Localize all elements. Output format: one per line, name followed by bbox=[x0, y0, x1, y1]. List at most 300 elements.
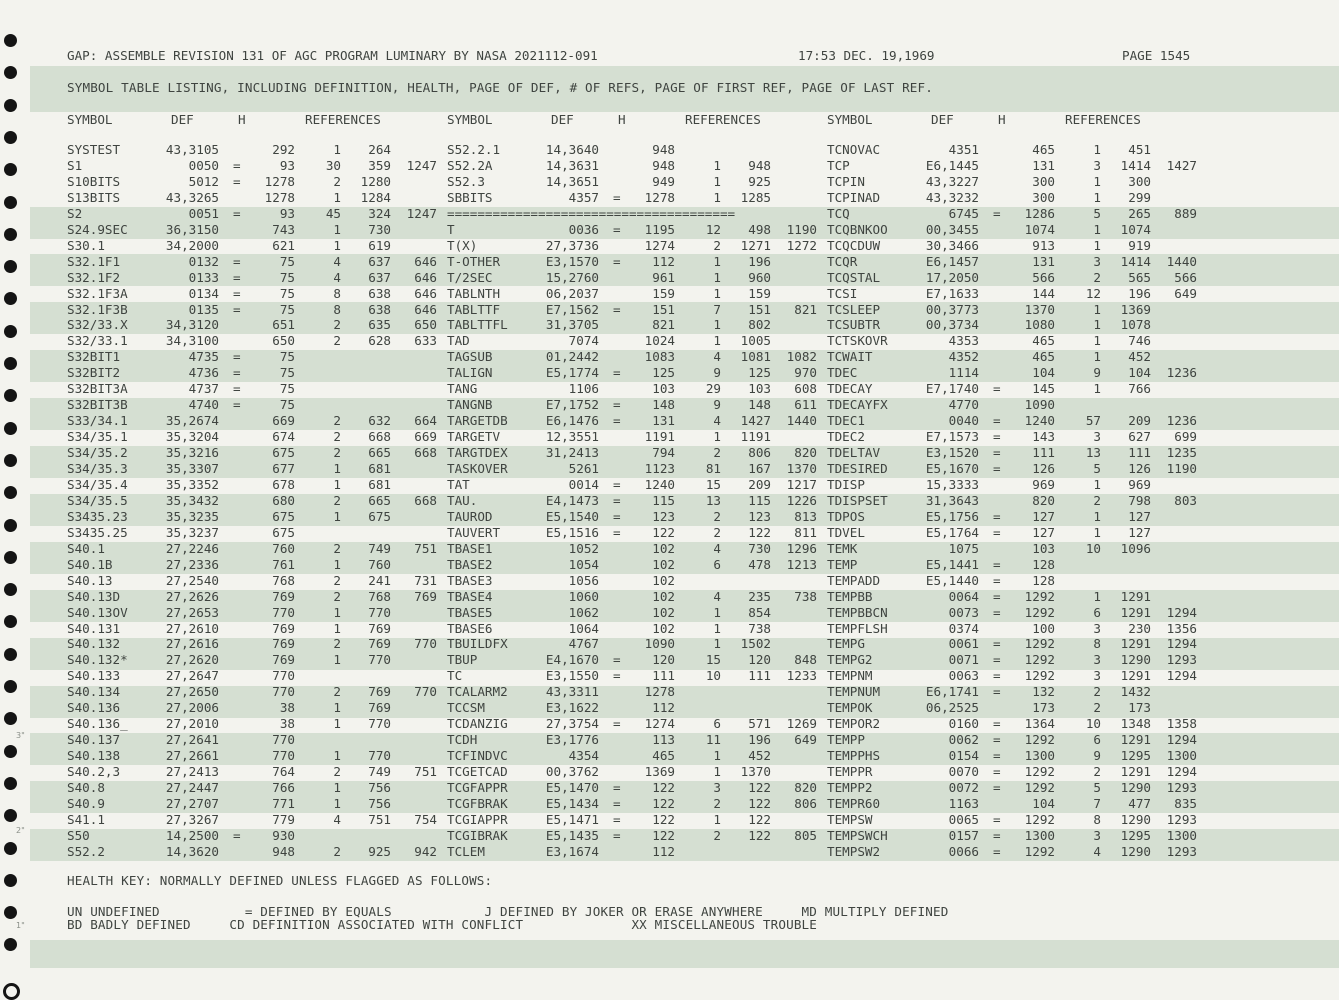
symbol-cell: TEMP bbox=[827, 556, 858, 572]
symbol-cell: TCTSKOVR bbox=[827, 333, 888, 349]
ref-count-cell: 2 bbox=[333, 588, 341, 604]
feed-hole bbox=[4, 357, 17, 370]
table-row bbox=[827, 557, 1197, 573]
first-ref-cell: 635 bbox=[368, 317, 391, 333]
feed-hole bbox=[4, 260, 17, 273]
def-page-cell: 770 bbox=[272, 604, 295, 620]
table-row bbox=[827, 525, 1197, 541]
ref-count-cell: 3 bbox=[1093, 620, 1101, 636]
def-cell: 34,3120 bbox=[165, 317, 219, 333]
first-ref-cell: 749 bbox=[368, 764, 391, 780]
health-cell: = bbox=[613, 716, 621, 732]
def-cell: 43,3227 bbox=[925, 173, 979, 189]
first-ref-cell: 665 bbox=[368, 445, 391, 461]
table-row bbox=[447, 828, 817, 844]
feed-hole bbox=[4, 519, 17, 532]
table-row bbox=[827, 365, 1197, 381]
def-page-cell: 771 bbox=[272, 795, 295, 811]
last-ref-cell: 646 bbox=[414, 285, 437, 301]
health-cell: = bbox=[993, 556, 1001, 572]
ref-count-cell: 1 bbox=[333, 748, 341, 764]
symbol-cell: T/2SEC bbox=[447, 269, 493, 285]
column-header-symbol: SYMBOL bbox=[447, 112, 493, 127]
symbol-cell: TCALARM2 bbox=[447, 684, 508, 700]
def-page-cell: 669 bbox=[272, 413, 295, 429]
ref-count-cell: 3 bbox=[1093, 157, 1101, 173]
last-ref-cell: 1427 bbox=[1166, 157, 1197, 173]
def-page-cell: 566 bbox=[1032, 269, 1055, 285]
def-page-cell: 122 bbox=[652, 811, 675, 827]
last-ref-cell: 970 bbox=[794, 365, 817, 381]
def-page-cell: 465 bbox=[1032, 333, 1055, 349]
ref-count-cell: 2 bbox=[1093, 684, 1101, 700]
def-cell: E5,1670 bbox=[925, 461, 979, 476]
symbol-cell: TCGETCAD bbox=[447, 764, 508, 780]
health-cell: = bbox=[993, 668, 1001, 684]
ref-count-cell: 10 bbox=[705, 668, 721, 684]
first-ref-cell: 1291 bbox=[1120, 588, 1151, 604]
def-cell: 34,2000 bbox=[165, 237, 219, 253]
def-cell: 34,3100 bbox=[165, 333, 219, 349]
last-ref-cell: 806 bbox=[794, 795, 817, 811]
table-row bbox=[827, 573, 1197, 589]
symbol-cell: S52.3 bbox=[447, 173, 485, 189]
first-ref-cell: 1290 bbox=[1120, 652, 1151, 668]
last-ref-cell: 738 bbox=[794, 588, 817, 604]
first-ref-cell: 668 bbox=[368, 429, 391, 445]
table-row bbox=[67, 652, 437, 668]
first-ref-cell: 359 bbox=[368, 157, 391, 173]
table-row bbox=[67, 700, 437, 716]
ref-count-cell: 1 bbox=[333, 189, 341, 205]
ref-count-cell: 1 bbox=[713, 764, 721, 780]
table-row bbox=[67, 668, 437, 684]
symbol-cell: S32BIT2 bbox=[67, 365, 121, 381]
def-cell: 27,2707 bbox=[165, 795, 219, 811]
last-ref-cell: 813 bbox=[794, 508, 817, 524]
def-cell: 27,2246 bbox=[165, 540, 219, 556]
symbol-cell: TABLTTFL bbox=[447, 317, 508, 333]
def-page-cell: 1278 bbox=[264, 189, 295, 205]
health-cell: = bbox=[993, 636, 1001, 652]
last-ref-cell: 1190 bbox=[786, 221, 817, 237]
symbol-cell: S40.136_ bbox=[67, 716, 128, 732]
first-ref-cell: 681 bbox=[368, 476, 391, 492]
table-row bbox=[447, 365, 817, 381]
first-ref-cell: 235 bbox=[748, 588, 771, 604]
def-page-cell: 38 bbox=[279, 716, 295, 732]
ref-count-cell: 6 bbox=[1093, 604, 1101, 620]
table-row bbox=[447, 254, 817, 270]
table-row bbox=[67, 828, 437, 844]
symbol-cell: S24.9SEC bbox=[67, 221, 128, 237]
def-page-cell: 948 bbox=[652, 157, 675, 173]
first-ref-cell: 1291 bbox=[1120, 668, 1151, 684]
last-ref-cell: 1217 bbox=[786, 476, 817, 492]
symbol-cell: S34/35.4 bbox=[67, 476, 128, 492]
symbol-cell: S32.1F2 bbox=[67, 269, 121, 285]
health-cell: = bbox=[613, 524, 621, 540]
def-page-cell: 122 bbox=[652, 795, 675, 811]
last-ref-cell: 820 bbox=[794, 445, 817, 461]
def-page-cell: 680 bbox=[272, 492, 295, 508]
symbol-cell: TCNOVAC bbox=[827, 142, 881, 157]
def-cell: 0050 bbox=[188, 157, 219, 173]
def-page-cell: 678 bbox=[272, 476, 295, 492]
def-cell: 27,3736 bbox=[545, 237, 599, 253]
def-cell: E5,1441 bbox=[925, 556, 979, 572]
last-ref-cell: 649 bbox=[1174, 285, 1197, 301]
def-cell: 31,3643 bbox=[925, 492, 979, 508]
def-page-cell: 1292 bbox=[1024, 780, 1055, 795]
feed-hole bbox=[4, 874, 17, 887]
symbol-cell: TCDH bbox=[447, 732, 478, 748]
first-ref-cell: 324 bbox=[368, 205, 391, 221]
def-cell: 0071 bbox=[948, 652, 979, 668]
greenbar-band bbox=[30, 940, 1339, 968]
def-page-cell: 1090 bbox=[644, 636, 675, 652]
def-page-cell: 651 bbox=[272, 317, 295, 333]
first-ref-cell: 452 bbox=[748, 748, 771, 764]
table-row bbox=[447, 605, 817, 621]
ref-count-cell: 3 bbox=[1093, 253, 1101, 269]
def-page-cell: 1292 bbox=[1024, 652, 1055, 668]
first-ref-cell: 196 bbox=[748, 253, 771, 269]
symbol-cell: S40.13OV bbox=[67, 604, 128, 620]
last-ref-cell: 1440 bbox=[1166, 253, 1197, 269]
symbol-cell: TDELTAV bbox=[827, 445, 881, 461]
def-cell: 4736 bbox=[188, 365, 219, 381]
def-page-cell: 1090 bbox=[1024, 397, 1055, 413]
first-ref-cell: 854 bbox=[748, 604, 771, 620]
table-row bbox=[67, 573, 437, 589]
first-ref-cell: 1295 bbox=[1120, 748, 1151, 764]
ref-count-cell: 2 bbox=[713, 827, 721, 843]
health-cell: = bbox=[233, 253, 241, 269]
table-row bbox=[67, 557, 437, 573]
ref-count-cell: 1 bbox=[333, 237, 341, 253]
def-cell: E3,1776 bbox=[545, 732, 599, 748]
last-ref-cell: 1294 bbox=[1166, 668, 1197, 684]
symbol-cell: S40.137 bbox=[67, 732, 121, 748]
health-cell: = bbox=[233, 285, 241, 301]
first-ref-cell: 122 bbox=[748, 795, 771, 811]
health-key-line-2: BD BADLY DEFINED CD DEFINITION ASSOCIATED WITH CONFLICT XX MISCELLANEOUS TROUBLE bbox=[67, 917, 818, 932]
last-ref-cell: 811 bbox=[794, 524, 817, 540]
ref-count-cell: 10 bbox=[1085, 716, 1101, 732]
def-page-cell: 122 bbox=[652, 827, 675, 843]
table-row bbox=[827, 541, 1197, 557]
def-cell: 35,3204 bbox=[165, 429, 219, 445]
last-ref-cell: 1226 bbox=[786, 492, 817, 508]
last-ref-cell: 848 bbox=[794, 652, 817, 668]
symbol-cell: TDVEL bbox=[827, 524, 865, 540]
def-cell: 0374 bbox=[948, 620, 979, 636]
symbol-cell: S40.13 bbox=[67, 572, 113, 588]
symbol-cell: TARGTDEX bbox=[447, 445, 508, 461]
ref-count-cell: 1 bbox=[1093, 142, 1101, 157]
symbol-cell: S40.2,3 bbox=[67, 764, 121, 780]
feed-hole bbox=[4, 745, 17, 758]
first-ref-cell: 209 bbox=[748, 476, 771, 492]
first-ref-cell: 756 bbox=[368, 780, 391, 795]
ref-count-cell: 4 bbox=[333, 269, 341, 285]
health-cell: = bbox=[233, 827, 241, 843]
def-page-cell: 1278 bbox=[644, 684, 675, 700]
symbol-cell: TEMPSW2 bbox=[827, 843, 881, 859]
def-cell: 31,3705 bbox=[545, 317, 599, 333]
first-ref-cell: 627 bbox=[1128, 429, 1151, 445]
ref-count-cell: 1 bbox=[1093, 349, 1101, 365]
def-cell: 0134 bbox=[188, 285, 219, 301]
feed-hole bbox=[4, 34, 17, 47]
table-row bbox=[447, 509, 817, 525]
def-cell: 43,3105 bbox=[165, 142, 219, 157]
def-cell: E3,1622 bbox=[545, 700, 599, 716]
symbol-cell: S41.1 bbox=[67, 811, 105, 827]
last-ref-cell: 1293 bbox=[1166, 843, 1197, 859]
table-row bbox=[447, 445, 817, 461]
def-page-cell: 38 bbox=[279, 700, 295, 716]
symbol-cell: S40.133 bbox=[67, 668, 121, 684]
def-cell: 4740 bbox=[188, 397, 219, 413]
symbol-cell: S40.13D bbox=[67, 588, 121, 604]
def-cell: 35,3307 bbox=[165, 461, 219, 476]
def-page-cell: 621 bbox=[272, 237, 295, 253]
def-page-cell: 131 bbox=[1032, 157, 1055, 173]
def-cell: E7,1562 bbox=[545, 301, 599, 317]
last-ref-cell: 1300 bbox=[1166, 748, 1197, 764]
first-ref-cell: 498 bbox=[748, 221, 771, 237]
last-ref-cell: 1293 bbox=[1166, 811, 1197, 827]
health-cell: = bbox=[613, 492, 621, 508]
table-row bbox=[827, 381, 1197, 397]
table-row bbox=[67, 764, 437, 780]
symbol-cell: TCSLEEP bbox=[827, 301, 881, 317]
def-cell: 30,3466 bbox=[925, 237, 979, 253]
def-cell: 0073 bbox=[948, 604, 979, 620]
last-ref-cell: 646 bbox=[414, 269, 437, 285]
symbol-cell: TCGFAPPR bbox=[447, 780, 508, 795]
table-row bbox=[67, 509, 437, 525]
health-cell: = bbox=[233, 173, 241, 189]
last-ref-cell: 1213 bbox=[786, 556, 817, 572]
page-header-time: 17:53 DEC. 19,1969 bbox=[798, 48, 935, 63]
first-ref-cell: 1271 bbox=[740, 237, 771, 253]
ref-count-cell: 2 bbox=[1093, 700, 1101, 716]
ref-count-cell: 3 bbox=[1093, 827, 1101, 843]
ref-count-cell: 30 bbox=[325, 157, 341, 173]
table-row bbox=[827, 174, 1197, 190]
symbol-cell: S40.138 bbox=[67, 748, 121, 764]
symbol-cell: TEMPSW bbox=[827, 811, 873, 827]
last-ref-cell: 668 bbox=[414, 445, 437, 461]
def-cell: E6,1445 bbox=[925, 157, 979, 173]
symbol-cell: S32/33.1 bbox=[67, 333, 128, 349]
def-cell: 27,2661 bbox=[165, 748, 219, 764]
def-cell: 06,2037 bbox=[545, 285, 599, 301]
symbol-cell: TAUVERT bbox=[447, 524, 501, 540]
table-row bbox=[447, 780, 817, 796]
def-cell: 12,3551 bbox=[545, 429, 599, 445]
ref-count-cell: 1 bbox=[333, 780, 341, 795]
ref-count-cell: 1 bbox=[333, 652, 341, 668]
health-cell: = bbox=[993, 524, 1001, 540]
table-row bbox=[447, 349, 817, 365]
table-row bbox=[67, 477, 437, 493]
def-cell: 27,2006 bbox=[165, 700, 219, 716]
first-ref-cell: 769 bbox=[368, 684, 391, 700]
first-ref-cell: 1290 bbox=[1120, 843, 1151, 859]
health-cell: = bbox=[613, 413, 621, 429]
symbol-cell: TCP bbox=[827, 157, 850, 173]
symbol-cell: TCSI bbox=[827, 285, 858, 301]
def-cell: E7,1752 bbox=[545, 397, 599, 413]
table-row bbox=[67, 461, 437, 477]
health-cell: = bbox=[613, 652, 621, 668]
first-ref-cell: 115 bbox=[748, 492, 771, 508]
health-cell: = bbox=[993, 588, 1001, 604]
ref-count-cell: 2 bbox=[333, 445, 341, 461]
def-page-cell: 677 bbox=[272, 461, 295, 476]
def-page-cell: 145 bbox=[1032, 381, 1055, 397]
def-page-cell: 115 bbox=[652, 492, 675, 508]
table-row bbox=[447, 764, 817, 780]
table-row bbox=[67, 748, 437, 764]
separator-line: ====================================== bbox=[447, 205, 736, 221]
symbol-cell: S2 bbox=[67, 205, 83, 221]
feed-hole bbox=[4, 712, 17, 725]
symbol-cell: S34/35.1 bbox=[67, 429, 128, 445]
def-page-cell: 148 bbox=[652, 397, 675, 413]
last-ref-cell: 1236 bbox=[1166, 413, 1197, 429]
def-page-cell: 111 bbox=[1032, 445, 1055, 461]
def-cell: 27,2653 bbox=[165, 604, 219, 620]
symbol-cell: TAT bbox=[447, 476, 470, 492]
last-ref-cell: 1082 bbox=[786, 349, 817, 365]
def-page-cell: 102 bbox=[652, 556, 675, 572]
first-ref-cell: 1291 bbox=[1120, 604, 1151, 620]
ref-count-cell: 1 bbox=[1093, 301, 1101, 317]
symbol-cell: S32BIT1 bbox=[67, 349, 121, 365]
def-page-cell: 127 bbox=[1032, 524, 1055, 540]
first-ref-cell: 122 bbox=[748, 827, 771, 843]
health-cell: = bbox=[993, 508, 1001, 524]
table-row bbox=[827, 796, 1197, 812]
last-ref-cell: 751 bbox=[414, 540, 437, 556]
def-page-cell: 1274 bbox=[644, 716, 675, 732]
def-page-cell: 1195 bbox=[644, 221, 675, 237]
def-page-cell: 1074 bbox=[1024, 221, 1055, 237]
def-page-cell: 1278 bbox=[644, 189, 675, 205]
first-ref-cell: 151 bbox=[748, 301, 771, 317]
def-cell: 4351 bbox=[948, 142, 979, 157]
table-row bbox=[67, 270, 437, 286]
def-page-cell: 113 bbox=[652, 732, 675, 748]
def-page-cell: 102 bbox=[652, 572, 675, 588]
symbol-cell: S3435.23 bbox=[67, 508, 128, 524]
table-row bbox=[67, 605, 437, 621]
ref-count-cell: 6 bbox=[713, 556, 721, 572]
symbol-cell: S34/35.2 bbox=[67, 445, 128, 461]
symbol-cell: S32BIT3A bbox=[67, 381, 128, 397]
table-row bbox=[827, 477, 1197, 493]
table-row bbox=[447, 732, 817, 748]
last-ref-cell: 1247 bbox=[406, 205, 437, 221]
symbol-cell: SYSTEST bbox=[67, 142, 121, 157]
first-ref-cell: 681 bbox=[368, 461, 391, 476]
ref-count-cell: 2 bbox=[333, 684, 341, 700]
health-cell: = bbox=[613, 668, 621, 684]
first-ref-cell: 770 bbox=[368, 716, 391, 732]
def-cell: 0036 bbox=[568, 221, 599, 237]
ref-count-cell: 2 bbox=[333, 429, 341, 445]
def-cell: E3,1674 bbox=[545, 843, 599, 859]
ref-count-cell: 3 bbox=[1093, 668, 1101, 684]
def-page-cell: 75 bbox=[279, 397, 295, 413]
symbol-cell: TCGIAPPR bbox=[447, 811, 508, 827]
first-ref-cell: 1078 bbox=[1120, 317, 1151, 333]
def-cell: 5012 bbox=[188, 173, 219, 189]
table-row bbox=[827, 605, 1197, 621]
def-cell: 14,3651 bbox=[545, 173, 599, 189]
ref-count-cell: 2 bbox=[333, 333, 341, 349]
table-row bbox=[67, 142, 437, 158]
ref-count-cell: 11 bbox=[705, 732, 721, 748]
symbol-cell: TARGETDB bbox=[447, 413, 508, 429]
symbol-cell: S1 bbox=[67, 157, 83, 173]
column-header-references: REFERENCES bbox=[1065, 112, 1141, 127]
def-cell: 0070 bbox=[948, 764, 979, 780]
table-row bbox=[827, 333, 1197, 349]
feed-hole bbox=[4, 777, 17, 790]
first-ref-cell: 919 bbox=[1128, 237, 1151, 253]
first-ref-cell: 127 bbox=[1128, 524, 1151, 540]
health-key-title: HEALTH KEY: NORMALLY DEFINED UNLESS FLAGGED AS FOLLOWS: bbox=[67, 873, 493, 888]
last-ref-cell: 1272 bbox=[786, 237, 817, 253]
table-row bbox=[447, 589, 817, 605]
ref-count-cell: 15 bbox=[705, 476, 721, 492]
table-row bbox=[447, 158, 817, 174]
table-row bbox=[67, 445, 437, 461]
def-page-cell: 1286 bbox=[1024, 205, 1055, 221]
last-ref-cell: 820 bbox=[794, 780, 817, 795]
def-page-cell: 743 bbox=[272, 221, 295, 237]
def-page-cell: 769 bbox=[272, 652, 295, 668]
table-row bbox=[447, 174, 817, 190]
symbol-cell: TDPOS bbox=[827, 508, 865, 524]
def-cell: 43,3265 bbox=[165, 189, 219, 205]
last-ref-cell: 942 bbox=[414, 843, 437, 859]
first-ref-cell: 126 bbox=[1128, 461, 1151, 476]
table-row bbox=[447, 461, 817, 477]
last-ref-cell: 1440 bbox=[786, 413, 817, 429]
table-row bbox=[447, 621, 817, 637]
ref-count-cell: 2 bbox=[333, 317, 341, 333]
symbol-cell: TBUP bbox=[447, 652, 478, 668]
health-cell: = bbox=[993, 381, 1001, 397]
last-ref-cell: 770 bbox=[414, 636, 437, 652]
def-cell: E6,1457 bbox=[925, 253, 979, 269]
symbol-cell: TC bbox=[447, 668, 463, 684]
ref-count-cell: 1 bbox=[1093, 221, 1101, 237]
ref-count-cell: 1 bbox=[333, 556, 341, 572]
def-page-cell: 1369 bbox=[644, 764, 675, 780]
table-row bbox=[447, 652, 817, 668]
first-ref-cell: 637 bbox=[368, 269, 391, 285]
symbol-cell: TABLNTH bbox=[447, 285, 501, 301]
last-ref-cell: 731 bbox=[414, 572, 437, 588]
